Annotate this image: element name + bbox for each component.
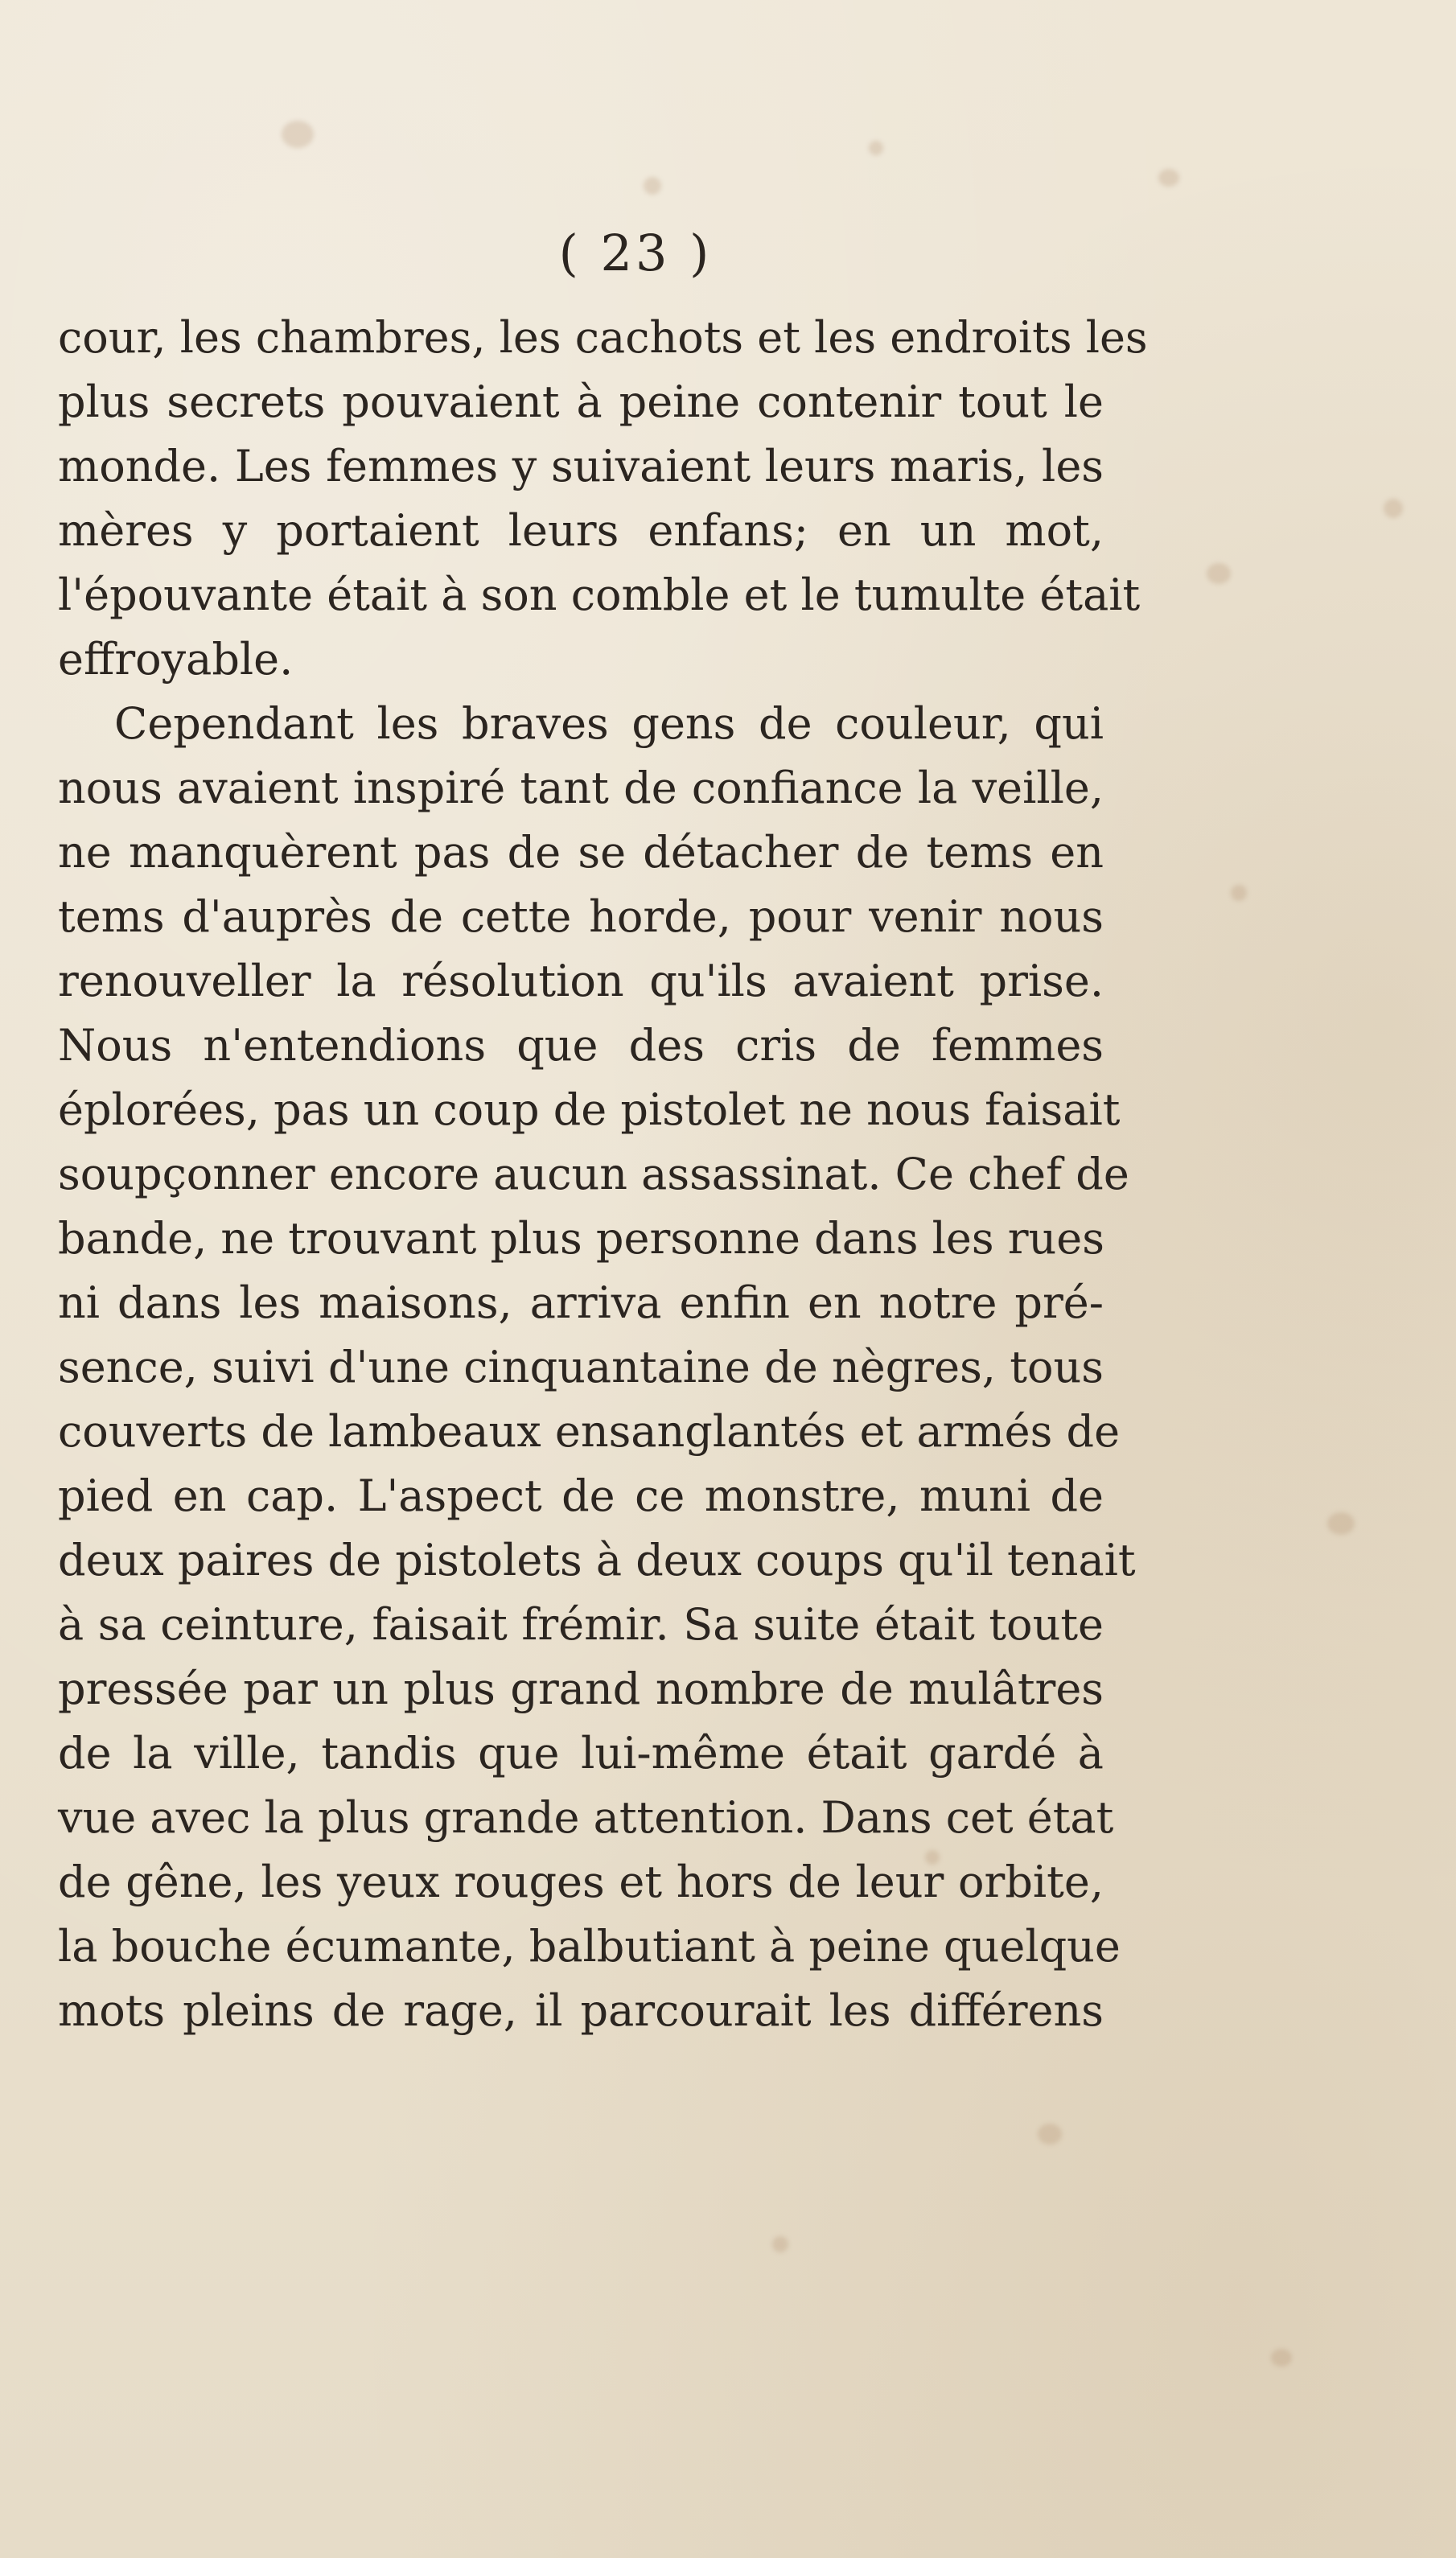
foxing-spot: [1327, 1512, 1355, 1535]
text-line: ne manquèrent pas de se détacher de tems en: [58, 827, 1104, 878]
foxing-spot: [644, 177, 661, 195]
foxing-spot: [1038, 2124, 1062, 2145]
foxing-spot: [1207, 563, 1231, 584]
text-line: nous avaient inspiré tant de confiance la veille,: [58, 763, 1104, 813]
text-line: monde. Les femmes y suivaient leurs maris, les: [58, 441, 1104, 491]
text-line: pressée par un plus grand nombre de mulâtres: [58, 1664, 1104, 1714]
text-line: cour, les chambres, les cachots et les endroits les: [58, 312, 1148, 363]
text-line: de la ville, tandis que lui-même était gardé à: [58, 1728, 1104, 1779]
text-line: vue avec la plus grande attention. Dans cet état: [58, 1792, 1114, 1843]
text-line: éplorées, pas un coup de pistolet ne nous faisait: [58, 1084, 1121, 1135]
text-line: l'épouvante était à son comble et le tumulte était: [58, 570, 1141, 620]
text-line: bande, ne trouvant plus personne dans les rues: [58, 1213, 1104, 1264]
text-line: couverts de lambeaux ensanglantés et armés de: [58, 1406, 1121, 1457]
foxing-spot: [1384, 499, 1403, 518]
foxing-spot: [1158, 169, 1179, 187]
text-line: effroyable.: [58, 634, 294, 685]
text-line: sence, suivi d'une cinquantaine de nègres, tous: [58, 1342, 1104, 1392]
text-line: pied en cap. L'aspect de ce monstre, muni de: [58, 1470, 1104, 1521]
text-line: soupçonner encore aucun assassinat. Ce chef de: [58, 1149, 1129, 1199]
text-line: à sa ceinture, faisait frémir. Sa suite était toute: [58, 1599, 1104, 1650]
foxing-spot: [282, 121, 314, 148]
text-line: tems d'auprès de cette horde, pour venir nous: [58, 891, 1104, 942]
text-line: mots pleins de rage, il parcourait les différens: [58, 1985, 1104, 2036]
body-text: [58, 306, 1148, 2043]
foxing-spot: [1271, 2349, 1292, 2367]
text-line: mères y portaient leurs enfans; en un mot,: [58, 505, 1104, 556]
foxing-spot: [772, 2236, 788, 2252]
text-line: deux paires de pistolets à deux coups qu'il tenait: [58, 1535, 1136, 1585]
foxing-spot: [1231, 885, 1247, 901]
text-line: ni dans les maisons, arriva enfin en notre pré-: [58, 1277, 1104, 1328]
page-number: ( 23 ): [558, 224, 713, 282]
text-line: Nous n'entendions que des cris de femmes: [58, 1020, 1104, 1071]
text-line: Cependant les braves gens de couleur, qui: [114, 698, 1104, 749]
foxing-spot: [869, 141, 883, 155]
text-line: renouveller la résolution qu'ils avaient prise.: [58, 956, 1104, 1006]
text-line: de gêne, les yeux rouges et hors de leur orbite,: [58, 1857, 1104, 1907]
text-line: plus secrets pouvaient à peine contenir tout le: [58, 376, 1104, 427]
text-line: la bouche écumante, balbutiant à peine quelque: [58, 1921, 1121, 1972]
